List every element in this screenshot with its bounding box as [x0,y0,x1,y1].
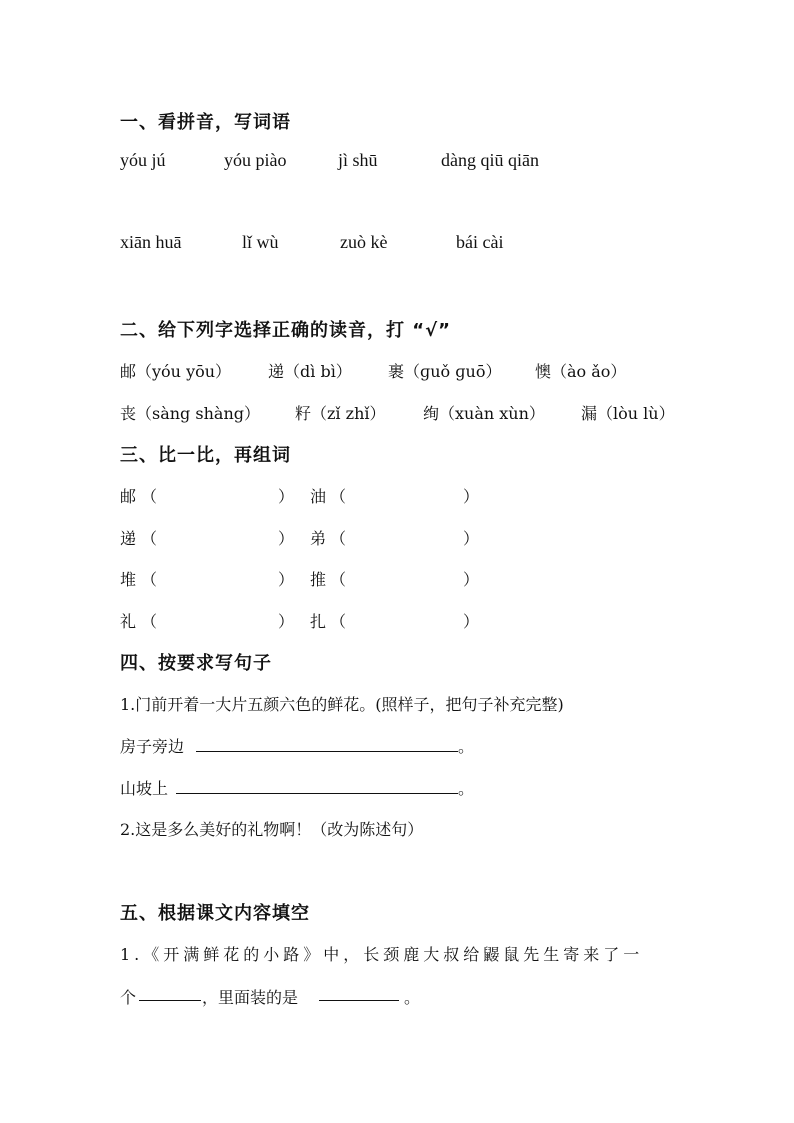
open-paren: （ [141,570,158,589]
word-input[interactable] [350,522,460,544]
reading-choice[interactable]: 递（dì bì） [268,362,352,381]
reading-choice[interactable]: 丧（sàng shàng） [120,404,260,423]
reading-choice[interactable]: 邮（yóu yōu） [120,362,232,381]
sentence-prefix: 房子旁边 [120,737,185,756]
pinyin-item: yóu jú [120,150,166,170]
section-2-title: 二、给下列字选择正确的读音，打 “√” [120,320,451,341]
pinyin-item: jì shū [338,150,378,170]
compare-char: 递 [120,529,137,548]
compare-char: 弟 [310,529,327,548]
reading-choice[interactable]: 裹（ɡuǒ ɡuō） [388,362,502,381]
reading-choice[interactable]: 籽（zǐ zhǐ） [295,404,386,423]
pinyin-item: xiān huā [120,232,182,252]
pinyin-item: zuò kè [340,232,388,252]
word-input[interactable] [160,480,278,502]
close-paren: ） [463,612,480,631]
close-paren: ） [278,487,295,506]
word-input[interactable] [350,480,460,502]
pinyin-item: yóu piào [224,150,287,170]
section-1-title: 一、看拼音，写词语 [120,112,291,133]
close-paren: ） [278,612,295,631]
word-input[interactable] [160,522,278,544]
reading-choice[interactable]: 漏（lòu lù） [581,404,675,423]
compare-char: 扎 [310,612,327,631]
close-paren: ） [463,529,480,548]
word-input[interactable] [160,563,278,585]
reading-choice[interactable]: 绚（xuàn xùn） [423,404,545,423]
answer-blank[interactable] [319,986,399,1001]
word-input[interactable] [350,563,460,585]
answer-blank[interactable] [196,736,458,752]
fill-sentence-line1: 1.《开满鲜花的小路》中，长颈鹿大叔给鼹鼠先生寄来了一 [120,945,644,964]
question-1: 1.门前开着一大片五颜六色的鲜花。(照样子，把句子补充完整) [120,695,564,714]
compare-char: 邮 [120,487,137,506]
close-paren: ） [463,570,480,589]
close-paren: ） [278,570,295,589]
answer-blank[interactable] [176,778,458,794]
fill-sentence-word: 个 [120,988,137,1007]
question-2: 2.这是多么美好的礼物啊！（改为陈述句） [120,820,424,839]
open-paren: （ [141,529,158,548]
compare-char: 推 [310,570,327,589]
pinyin-item: lǐ wù [242,232,279,252]
open-paren: （ [141,487,158,506]
word-input[interactable] [160,605,278,627]
compare-char: 礼 [120,612,137,631]
close-paren: ） [463,487,480,506]
open-paren: （ [330,529,347,548]
compare-char: 油 [310,487,327,506]
answer-blank[interactable] [139,986,201,1001]
open-paren: （ [330,612,347,631]
period: 。 [458,737,475,756]
section-4-title: 四、按要求写句子 [120,653,272,674]
period: 。 [404,988,421,1007]
section-3-title: 三、比一比，再组词 [120,445,291,466]
open-paren: （ [330,487,347,506]
pinyin-item: dàng qiū qiān [441,150,539,170]
word-input[interactable] [350,605,460,627]
section-5-title: 五、根据课文内容填空 [120,903,310,924]
pinyin-item: bái cài [456,232,504,252]
period: 。 [458,779,475,798]
open-paren: （ [330,570,347,589]
close-paren: ） [278,529,295,548]
open-paren: （ [141,612,158,631]
reading-choice[interactable]: 懊（ào ǎo） [535,362,627,381]
sentence-prefix: 山坡上 [120,779,169,798]
compare-char: 堆 [120,570,137,589]
fill-sentence-word: ，里面装的是 [202,988,299,1007]
